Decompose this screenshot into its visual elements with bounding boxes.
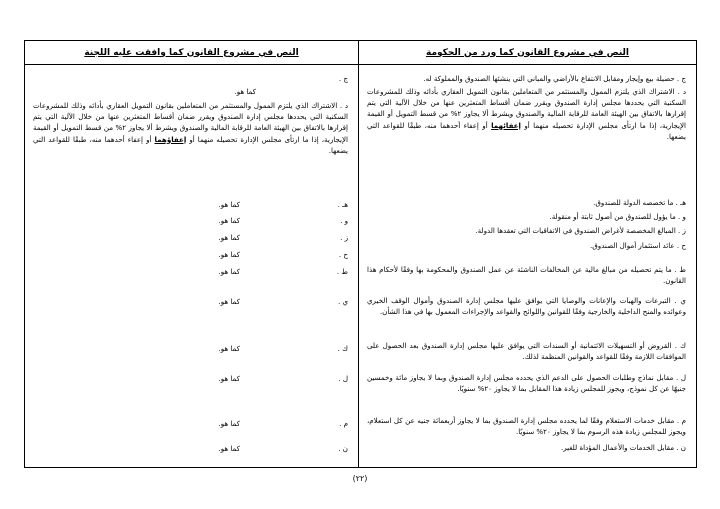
right-item-d-text-after: أو إعفاء أحدهما منه، طبقًا للقواعد التي يضعها.: [367, 120, 686, 141]
left-row-t: [25, 267, 358, 278]
government-column-header: النص في مشروع القانون كما ورد من الحكومة: [359, 41, 696, 65]
left-same-h: كما هو.: [218, 200, 240, 209]
right-item-d-underlined: إعفائهما: [491, 120, 521, 130]
comparison-table: [24, 40, 697, 468]
left-row-k: [25, 344, 358, 355]
left-same-k: كما هو.: [218, 344, 240, 353]
left-letter-m: م .: [339, 419, 348, 428]
left-letter-w: و .: [340, 216, 348, 225]
left-letter-h: هـ .: [337, 200, 348, 209]
committee-column-header: النص في مشروع القانون كما وافقت عليه اللجنة: [25, 41, 358, 65]
left-letter-y: ي .: [337, 297, 348, 306]
left-row-z: [25, 233, 358, 244]
left-row-h2: [25, 250, 358, 261]
left-same-w: كما هو.: [218, 216, 240, 225]
left-same-y: كما هو.: [218, 297, 240, 306]
left-row-m: [25, 419, 358, 430]
right-item-n: ن . مقابل الخدمات والأعمال المؤداة للغير.: [560, 443, 686, 452]
page-number: (٢٢): [352, 474, 368, 483]
committee-text-column: [25, 41, 358, 467]
left-row-j-same: [25, 87, 358, 98]
right-item-w: و . ما يؤول للصندوق من أصول ثابتة أو منقولة.: [549, 212, 686, 221]
left-letter-l: ل .: [338, 374, 348, 383]
right-item-k: ك . القروض أو التسهيلات الائتمانية أو السندات التي يوافق عليها مجلس إدارة الصندوق بعد الحصول على الموافقات اللازمة وفقًا للقواعد والقوانين المنظمة لذلك.: [367, 341, 686, 362]
left-same-j: كما هو.: [234, 87, 256, 96]
right-item-m: م . مقابل خدمات الاستعلام وفقًا لما يحدده مجلس إدارة الصندوق بما لا يجاوز أربعمائة جنيه عن كل استعلام، ويجوز للمجلس زيادة هذه الرسوم بما لا يجاوز ٢٠% سنويًا.: [367, 416, 686, 437]
left-letter-z: ز .: [340, 233, 348, 242]
left-letter-k: ك .: [337, 344, 348, 353]
left-row-h: [25, 200, 358, 211]
left-letter-n: ن .: [338, 444, 348, 453]
right-item-d: [367, 86, 686, 142]
right-item-h2: ح . عائد استثمار أموال الصندوق.: [590, 241, 686, 250]
left-letter-h2: ح .: [338, 250, 348, 259]
left-letter-j: ج .: [338, 74, 348, 83]
left-letter-t: ط .: [336, 267, 348, 276]
right-item-y: ي . التبرعات والهبات والإعانات والوصايا التي يوافق عليها مجلس إدارة الصندوق وأموال الوقف الخيري وعوائده والمنح الداخلية والخارجية وفقًا للقوانين واللوائح والقواعد والإجراءات المعمول بها في هذا الشأن.: [367, 296, 686, 317]
right-item-t: ط . ما يتم تحصيله من مبالغ مالية عن المخالفات الناشئة عن عمل الصندوق والمحكومة بها وفقًا لأحكام هذا القانون.: [367, 265, 686, 286]
right-item-j: ج . حصيلة بيع وإيجار ومقابل الانتفاع بالأراضي والمباني التي ينشئها الصندوق والمملوكة له.: [423, 74, 686, 83]
right-item-l: ل . مقابل نماذج وطلبات الحصول على الدعم الذي يحدده مجلس إدارة الصندوق وبما لا يجاوز مائة وخمسين جنيهًا عن كل نموذج، ويجوز للمجلس زيادة هذا المقابل بما لا يجاوز ٢٠% سنويًا.: [367, 373, 686, 394]
left-row-n: [25, 444, 358, 455]
left-item-d-text: د . الاشتراك الذي يلتزم الممول والمستثمر من المتعاملين بقانون التمويل العقاري بأدائه وذلك للمشروعات السكنية التي يحددها مجلس إدارة الصندوق ويقرر ضمان أقساط المتعثرين عنها من خلال الآلية التي يتم إقرارها بالاتفاق بين الهيئة العامة للرقابة المالية والصندوق ويشرط ألا يجاوز ٢% من قسط التمويل أو القيمة الإيجارية، إذا ما ارتأى مجلس الإدارة تحصيله منهما أو: [33, 101, 348, 144]
left-same-z: كما هو.: [218, 233, 240, 242]
left-same-l: كما هو.: [218, 374, 240, 383]
left-item-d: [33, 100, 348, 156]
left-same-n: كما هو.: [218, 444, 240, 453]
left-item-d-text-after: أو إعفاء أحدهما منه، طبقًا للقواعد التي يضعها.: [33, 134, 348, 155]
left-same-t: كما هو.: [218, 267, 240, 276]
left-same-m: كما هو.: [218, 419, 240, 428]
government-text-column: [358, 41, 696, 467]
left-row-l: [25, 374, 358, 385]
left-row-j: [25, 74, 358, 85]
left-row-y: [25, 297, 358, 308]
left-row-w: [25, 216, 358, 227]
left-item-d-underlined: إعفاؤهما: [154, 134, 187, 144]
right-item-z: ز . المبالغ المخصصة لأغراض الصندوق في الاتفاقيات التي تعقدها الدولة.: [475, 226, 686, 235]
right-item-d-text: د . الاشتراك الذي يلتزم الممول والمستثمر من المتعاملين بقانون التمويل العقاري بأدائه وذلك للمشروعات السكنية التي يحددها مجلس إدارة الصندوق ويقرر ضمان أقساط المتعثرين عنها من خلال الآلية التي يتم إقرارها بالاتفاق بين الهيئة العامة للرقابة المالية والصندوق ويشرط ألا يجاوز ٢% من قسط التمويل أو القيمة الإيجارية، إذا ما ارتأى مجلس الإدارة تحصيله منهما أو: [367, 87, 686, 130]
left-same-h2: كما هو.: [218, 250, 240, 259]
right-item-h: هـ . ما تخصصه الدولة للصندوق.: [593, 198, 686, 207]
